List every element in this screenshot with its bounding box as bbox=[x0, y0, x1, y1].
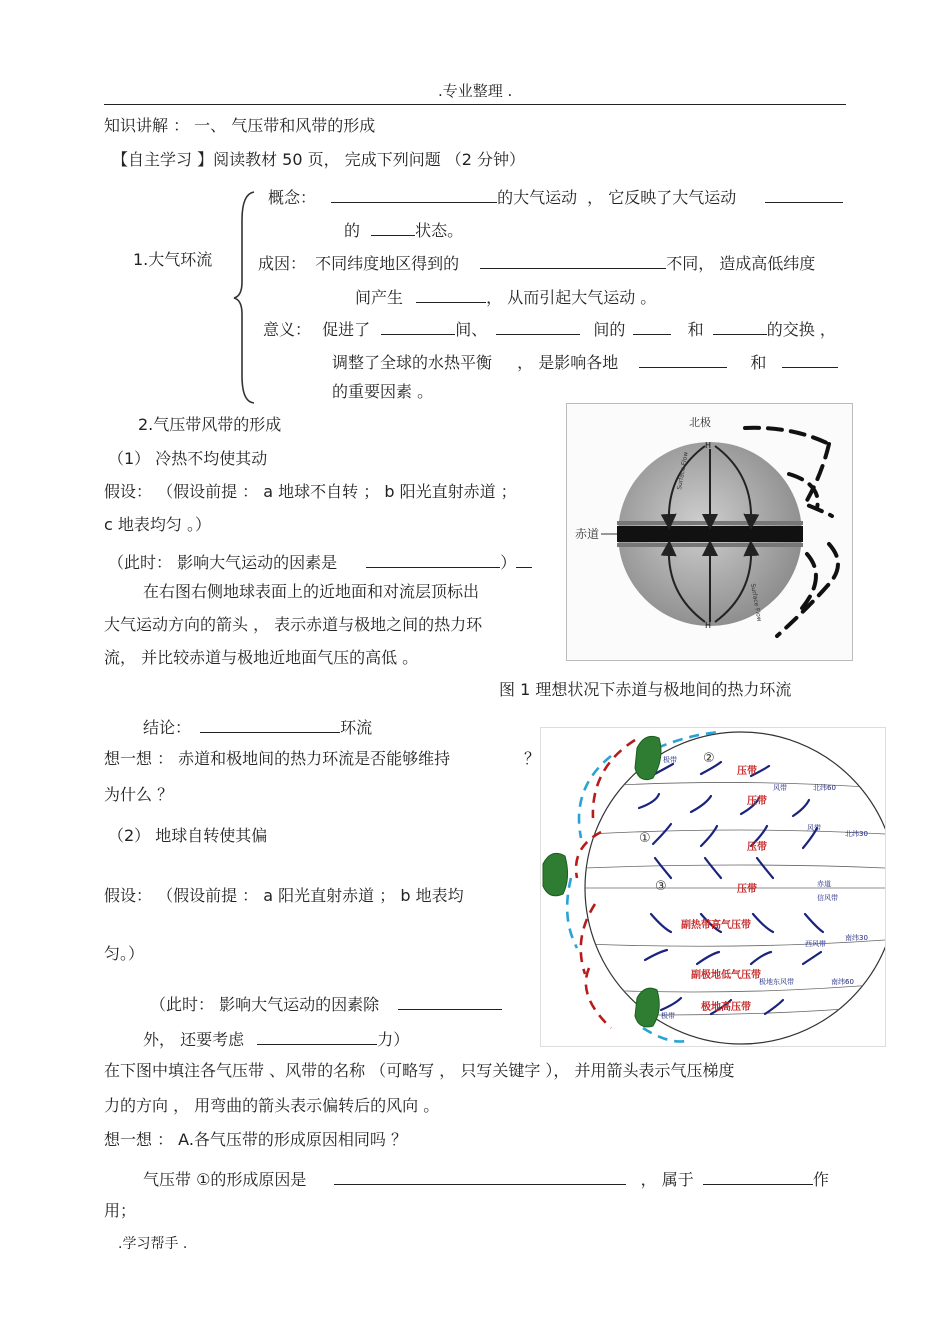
belt-low-1: 压带 bbox=[737, 766, 757, 777]
brace bbox=[232, 190, 258, 405]
header-rule bbox=[104, 104, 846, 105]
fig1-north-label: 北极 bbox=[689, 416, 711, 429]
figure-1 bbox=[566, 403, 853, 661]
meaning-label: 意义： bbox=[263, 320, 312, 339]
cause-text-b: 不同， 造成高低纬度 bbox=[666, 254, 816, 273]
concept-text-c: 的 bbox=[344, 221, 361, 240]
think1-q: ？ bbox=[524, 749, 541, 768]
fig1-h-top: H bbox=[705, 441, 712, 450]
factor2-line-2 bbox=[143, 1028, 409, 1048]
meaning-text-c: 间的 bbox=[593, 320, 626, 339]
belt1-a: 气压带 ①的形成原因是 bbox=[143, 1170, 307, 1189]
concept-blank-2[interactable] bbox=[765, 186, 843, 203]
factor2-c: 力） bbox=[377, 1030, 410, 1049]
fig1-caption: 图 1 理想状况下赤道与极地间的热力环流 bbox=[499, 680, 792, 699]
assume2-b: 匀。） bbox=[104, 944, 145, 963]
meaning-blank-1[interactable] bbox=[381, 318, 455, 335]
cause-line-2 bbox=[355, 286, 656, 306]
conclusion-blank[interactable] bbox=[200, 716, 340, 733]
section-title: 知识讲解 ： 一、 气压带和风带的形成 bbox=[104, 116, 376, 135]
page-header: .专业整理 . bbox=[438, 82, 513, 100]
factor1-tail bbox=[516, 551, 532, 568]
wind-n2: 风带 bbox=[807, 824, 821, 832]
fig1-equator-label: 赤道 bbox=[575, 527, 600, 541]
fig1-surface-1: Surface Flow bbox=[676, 451, 690, 491]
part2-sub1: （1） 冷热不均使其动 bbox=[108, 449, 268, 468]
think1-a: 想一想 ： 赤道和极地间的热力环流是否能够维持 bbox=[104, 749, 451, 768]
figure-1-svg bbox=[567, 404, 852, 660]
belt-polar-s: 极地高压带 bbox=[701, 1002, 751, 1013]
self-study-line: 【自主学习 】阅读教材 50 页， 完成下列问题 （2 分钟） bbox=[112, 150, 526, 169]
conclusion-end: 环流 bbox=[340, 718, 373, 737]
figure-2-svg bbox=[541, 728, 885, 1046]
concept-line-1 bbox=[268, 186, 843, 206]
wind-e: 信风带 bbox=[817, 894, 838, 902]
cause-line-1 bbox=[258, 252, 815, 272]
wind-w: 西风带 bbox=[805, 940, 826, 948]
cause-blank-1[interactable] bbox=[480, 252, 666, 269]
page-footer: .学习帮手 . bbox=[118, 1236, 188, 1252]
meaning-blank-2[interactable] bbox=[496, 318, 580, 335]
belt1-d: 用； bbox=[104, 1201, 137, 1220]
meaning-line-2 bbox=[332, 351, 838, 371]
factor2-b: 外， 还要考虑 bbox=[143, 1030, 245, 1049]
factor1-text: （此时： 影响大气运动的因素是 bbox=[108, 553, 338, 572]
meaning-blank-4[interactable] bbox=[713, 318, 767, 335]
belt-sub-s: 副热带高气压带 bbox=[681, 920, 751, 931]
part2-title: 2.气压带风带的形成 bbox=[138, 415, 282, 434]
meaning-blank-6[interactable] bbox=[782, 351, 838, 368]
lat-s60: 南纬60 bbox=[831, 978, 854, 986]
belt-subpolar-s: 副极地低气压带 bbox=[691, 970, 761, 981]
instr2-a: 在下图中填注各气压带 、风带的名称 （可略写 ， 只写关键字 ）， 并用箭头表示气压梯度 bbox=[104, 1061, 735, 1080]
wind-p: 极地东风带 bbox=[759, 978, 794, 986]
fig1-h-bottom: H bbox=[705, 621, 712, 630]
cause-text-d: ， 从而引起大气运动 。 bbox=[486, 288, 657, 307]
belt1-blank-1[interactable] bbox=[334, 1168, 626, 1185]
meaning-line-3: 的重要因素 。 bbox=[332, 382, 434, 401]
lat-n30: 北纬30 bbox=[845, 830, 868, 838]
mark-2: ② bbox=[703, 751, 715, 766]
meaning-blank-3[interactable] bbox=[633, 318, 671, 335]
meaning-text-b: 间、 bbox=[455, 320, 488, 339]
factor2-a: （此时： 影响大气运动的因素除 bbox=[150, 995, 380, 1014]
belt1-line bbox=[143, 1168, 829, 1188]
assume2-a: 假设： （假设前提 ： a 阳光直射赤道 ； b 地表均 bbox=[104, 886, 464, 905]
figure-2 bbox=[540, 727, 886, 1047]
wind-eq: 赤道 bbox=[817, 880, 831, 888]
meaning-text-d: 和 bbox=[687, 320, 704, 339]
concept-blank-3[interactable] bbox=[371, 219, 415, 236]
factor2-blank-1[interactable] bbox=[398, 993, 502, 1010]
factor1-end: ） bbox=[500, 553, 517, 572]
factor2-line-1 bbox=[150, 993, 502, 1013]
belt1-blank-2[interactable] bbox=[703, 1168, 813, 1185]
factor2-blank-2[interactable] bbox=[257, 1028, 377, 1045]
fig1-surface-2: Surface Flow bbox=[749, 583, 763, 623]
conclusion-line bbox=[143, 716, 372, 736]
lat-n60: 北纬60 bbox=[813, 784, 836, 792]
belt1-c: 作 bbox=[812, 1170, 829, 1189]
concept-label: 概念： bbox=[268, 188, 317, 207]
concept-blank-1[interactable] bbox=[331, 186, 497, 203]
factor1-line bbox=[108, 551, 532, 571]
circulation-label: 1.大气环流 bbox=[133, 250, 213, 269]
mark-3: ③ bbox=[655, 879, 667, 894]
mark-1: ① bbox=[639, 831, 651, 846]
meaning-blank-5[interactable] bbox=[639, 351, 727, 368]
meaning-text-a: 促进了 bbox=[322, 320, 371, 339]
meaning-text-g: ， 是影响各地 bbox=[517, 353, 619, 372]
cause-label: 成因： bbox=[258, 254, 307, 273]
concept-text-d: 状态。 bbox=[415, 221, 464, 240]
instr2-b: 力的方向 ， 用弯曲的箭头表示偏转后的风向 。 bbox=[104, 1096, 440, 1115]
polar-n: 极带 bbox=[663, 756, 677, 764]
cause-blank-2[interactable] bbox=[416, 286, 486, 303]
meaning-line-1 bbox=[263, 318, 836, 338]
instr-b: 大气运动方向的箭头 ， 表示赤道与极地之间的热力环 bbox=[104, 615, 483, 634]
wind-n1: 风带 bbox=[773, 784, 787, 792]
factor1-blank[interactable] bbox=[366, 551, 500, 568]
equator-band bbox=[617, 526, 803, 542]
belt-low-2: 压带 bbox=[747, 796, 767, 807]
belt-low-3: 压带 bbox=[747, 842, 767, 853]
instr-a: 在右图右侧地球表面上的近地面和对流层顶标出 bbox=[143, 582, 480, 601]
belt-low-4: 压带 bbox=[737, 884, 757, 895]
conclusion-label: 结论： bbox=[143, 718, 192, 737]
assume1-a: 假设： （假设前提 ： a 地球不自转 ； b 阳光直射赤道 ； bbox=[104, 482, 517, 501]
cause-text-c: 间产生 bbox=[355, 288, 404, 307]
meaning-text-h: 和 bbox=[750, 353, 767, 372]
think1-b: 为什么 ？ bbox=[104, 785, 174, 804]
concept-text-a: 的大气运动 bbox=[497, 188, 578, 207]
concept-text-b: ， 它反映了大气运动 bbox=[587, 188, 737, 207]
polar-s: 极带 bbox=[661, 1012, 675, 1020]
instr-c: 流， 并比较赤道与极地近地面气压的高低 。 bbox=[104, 648, 419, 667]
cause-text-a: 不同纬度地区得到的 bbox=[315, 254, 460, 273]
concept-line-2 bbox=[344, 219, 463, 239]
assume1-b: c 地表均匀 。） bbox=[104, 515, 211, 534]
lat-s30: 南纬30 bbox=[845, 934, 868, 942]
part2-sub2: （2） 地球自转使其偏 bbox=[108, 826, 268, 845]
meaning-text-e: 的交换 ， bbox=[766, 320, 836, 339]
think2: 想一想 ： A.各气压带的形成原因相同吗 ？ bbox=[104, 1130, 408, 1149]
belt1-b: ， 属于 bbox=[640, 1170, 694, 1189]
meaning-text-f: 调整了全球的水热平衡 bbox=[332, 353, 493, 372]
